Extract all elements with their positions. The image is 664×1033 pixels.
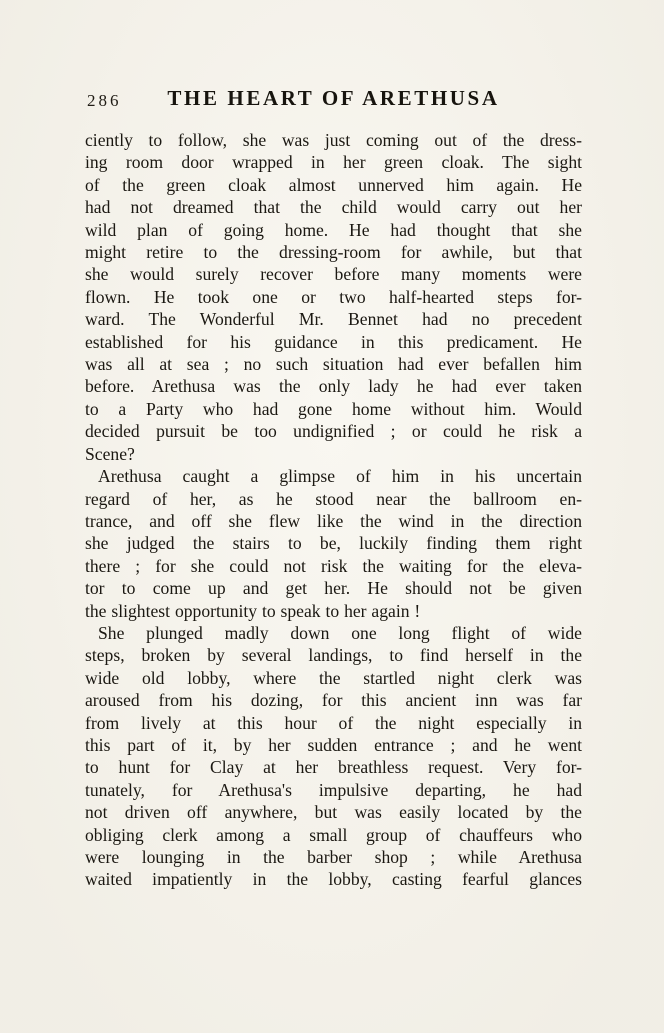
text-line: tor to come up and get her. He should not be given <box>85 578 582 599</box>
text-line: flown. He took one or two half-hearted steps for- <box>85 286 582 307</box>
text-line: tunately, for Arethusa's impulsive departing, he had <box>85 779 582 800</box>
page-title: THE HEART OF ARETHUSA <box>167 86 500 110</box>
paragraph <box>85 622 582 891</box>
text-line: she judged the stairs to be, luckily finding them right <box>85 533 582 554</box>
text-line: of the green cloak almost unnerved him again. He <box>85 174 582 195</box>
page-number: 286 <box>87 91 122 110</box>
text-line: before. Arethusa was the only lady he had ever taken <box>85 376 582 397</box>
text-line: Arethusa caught a glimpse of him in his uncertain <box>98 466 582 487</box>
paragraph <box>85 129 582 465</box>
text-line: not driven off anywhere, but was easily located by the <box>85 802 582 823</box>
text-line: regard of her, as he stood near the ballroom en- <box>85 488 582 509</box>
text-line: ing room door wrapped in her green cloak. The sight <box>85 152 582 173</box>
text-line: were lounging in the barber shop ; while Arethusa <box>85 847 582 867</box>
text-line: to hunt for Clay at her breathless request. Very for- <box>85 757 582 778</box>
running-header <box>85 86 582 116</box>
text-line: decided pursuit be too undignified ; or could he risk a <box>85 421 582 442</box>
text-line: there ; for she could not risk the waiting for the eleva- <box>85 555 582 576</box>
text-line: waited impatiently in the lobby, casting fearful glances <box>85 869 582 890</box>
page-body <box>85 129 582 891</box>
text-line: steps, broken by several landings, to find herself in the <box>85 645 582 666</box>
text-line: She plunged madly down one long flight of wide <box>98 622 582 643</box>
text-line: she would surely recover before many moments were <box>85 264 582 285</box>
text-line: aroused from his dozing, for this ancient inn was far <box>85 690 582 711</box>
text-line: ward. The Wonderful Mr. Bennet had no precedent <box>85 309 582 330</box>
text-line: obliging clerk among a small group of chauffeurs who <box>85 824 582 845</box>
text-line: to a Party who had gone home without him. Would <box>85 398 582 419</box>
text-line: established for his guidance in this predicament. He <box>85 331 582 352</box>
text-line: this part of it, by her sudden entrance ; and he went <box>85 734 582 755</box>
text-line: wide old lobby, where the startled night clerk was <box>85 667 582 688</box>
text-line: wild plan of going home. He had thought that she <box>85 219 582 240</box>
text-line: might retire to the dressing-room for awhile, but that <box>85 242 582 263</box>
paragraph <box>85 465 582 622</box>
text-line: ciently to follow, she was just coming out of the dress- <box>85 130 582 150</box>
text-line: was all at sea ; no such situation had ever befallen him <box>85 354 582 375</box>
text-line: the slightest opportunity to speak to her again ! <box>85 600 421 621</box>
text-line: from lively at this hour of the night especially in <box>85 712 582 733</box>
text-line: had not dreamed that the child would carry out her <box>85 197 582 218</box>
text-line: trance, and off she flew like the wind in the direction <box>85 510 582 531</box>
text-line: Scene? <box>85 443 135 464</box>
